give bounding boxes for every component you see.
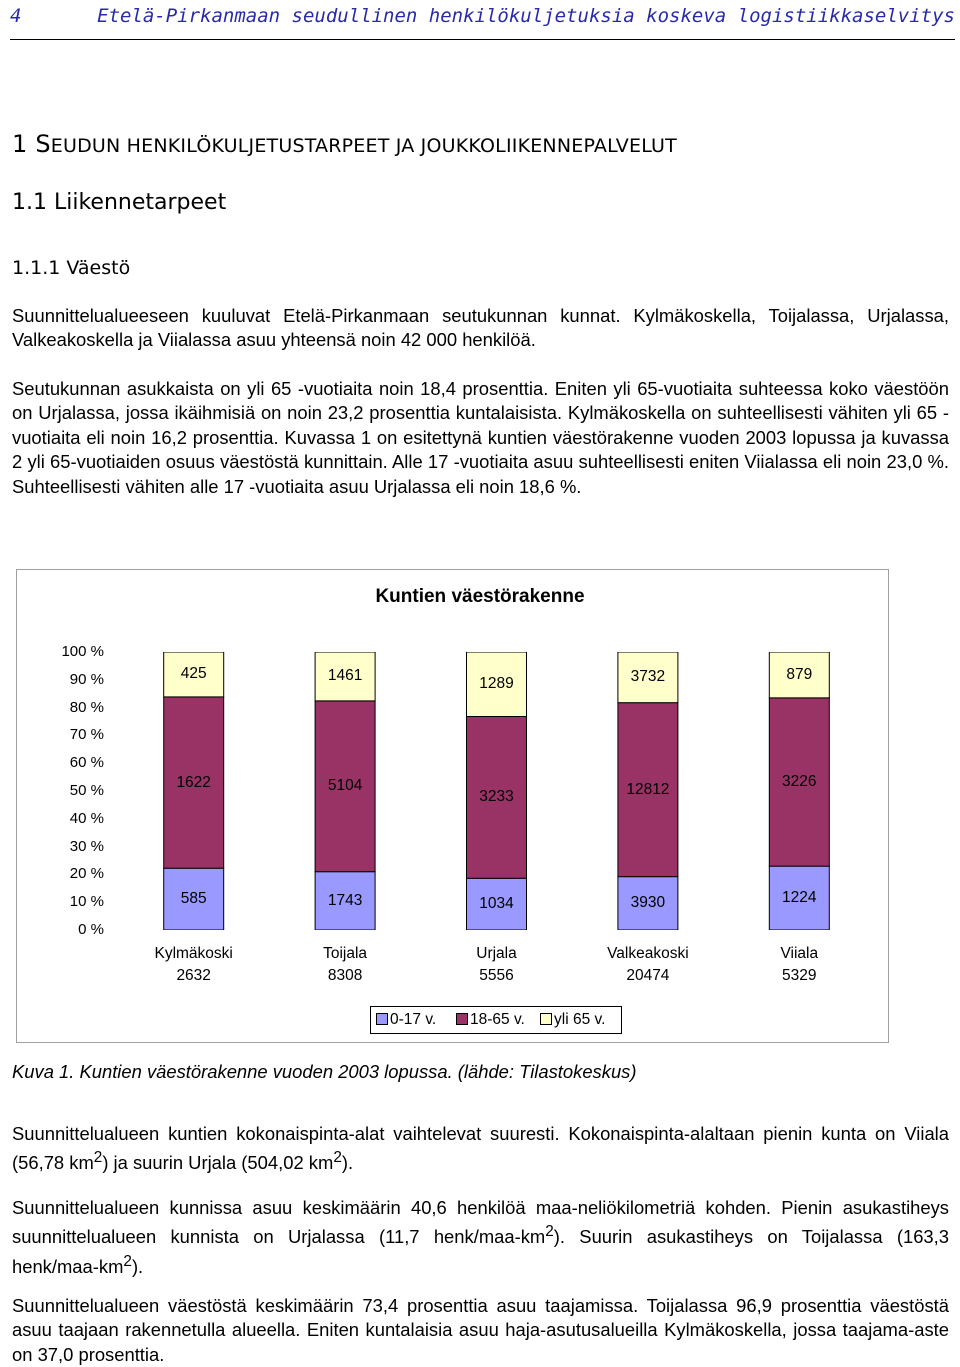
- chapter-number: 1: [12, 130, 28, 158]
- category-name: Valkeakoski: [607, 945, 689, 962]
- y-tick-label: 30 %: [69, 837, 104, 855]
- document-title: Etelä-Pirkanmaan seudullinen henkilökuljetuksia koskeva logistiikkaselvitys: [97, 5, 955, 27]
- p3-sup-2: 2: [333, 1149, 342, 1167]
- data-label: 3226: [782, 773, 817, 790]
- data-label: 1224: [782, 889, 817, 907]
- chart-title: Kuntien väestörakenne: [375, 586, 585, 607]
- running-header: [10, 5, 955, 35]
- p4-text-a: Suunnittelualueen kunnissa asuu keskimäärin 40,6 henkilöä maa-neliökilometriä kohden. Pienin asukastiheys suunnittelualueen kunnista on Urjalassa (11,7 henk/maa-km: [12, 1197, 949, 1248]
- legend-swatch-18-65: [456, 1013, 468, 1025]
- paragraph-2: Seutukunnan asukkaista on yli 65 -vuotiaita noin 18,4 prosenttia. Eniten yli 65-vuotiaita suhteessa koko väestöön on Urjalassa, jossa ikäihmisiä on noin 23,2 prosenttia kuntalaisista. Kylmäkoskella on suhteellisesti vähiten yli 65 -vuotiaita eli noin 16,2 prosenttia. Kuvassa 1 on esitettynä kuntien väestörakenne vuoden 2003 lopussa ja kuvassa 2 yli 65-vuotiaiden osuus väestöstä kunnittain. Alle 17 -vuotiaita asuu suhteellisesti eniten Viialassa eli noin 23,0 %. Suhteellisesti vähiten alle 17 -vuotiaita asuu Urjalassa eli noin 18,6 %.: [12, 378, 949, 497]
- data-label: 585: [180, 890, 207, 908]
- x-category-label: [573, 943, 723, 987]
- p4-sup-2: 2: [123, 1252, 132, 1270]
- y-tick-label: 40 %: [69, 809, 104, 827]
- data-label: 3732: [630, 668, 666, 686]
- category-total: 20474: [626, 967, 670, 984]
- p4-text-c: ).: [131, 1256, 144, 1278]
- legend-swatch-yli-65: [540, 1013, 552, 1025]
- data-label: 12812: [626, 780, 670, 798]
- y-tick-label: 0 %: [78, 921, 104, 938]
- paragraph-4: [12, 1196, 949, 1279]
- data-label: 1289: [479, 675, 514, 693]
- data-label: 1034: [479, 895, 514, 913]
- section-heading: 1.1 Liikennetarpeet: [12, 190, 227, 215]
- figure-caption: Kuva 1. Kuntien väestörakenne vuoden 2003 lopussa. (lähde: Tilastokeskus): [12, 1061, 637, 1082]
- p3-sup-1: 2: [93, 1149, 103, 1167]
- x-category-label: [119, 943, 269, 987]
- chart-legend: [370, 1006, 622, 1034]
- p4-sup-1: 2: [545, 1223, 554, 1241]
- subsection-heading: 1.1.1 Väestö: [12, 257, 131, 279]
- y-tick-label: 20 %: [69, 865, 104, 883]
- data-label: 879: [786, 665, 813, 683]
- y-tick-label: 80 %: [69, 698, 104, 716]
- legend-swatch-0-17: [376, 1013, 388, 1025]
- paragraph-5: Suunnittelualueen väestöstä keskimäärin 73,4 prosenttia asuu taajamissa. Toijalassa 96,9 prosenttia väestöstä asuu taajaan rakennetulla alueella. Eniten kuntalaisia asuu haja-asutusalueilla Kylmäkoskella, jossa taajama-aste on 37,0 prosenttia.: [12, 1295, 949, 1365]
- category-name: Viiala: [780, 945, 819, 962]
- p3-text-c: ).: [341, 1152, 354, 1174]
- p3-text-b: ) ja suurin Urjala (504,02 km: [102, 1152, 334, 1174]
- data-label: 5104: [327, 777, 363, 795]
- category-total: 2632: [176, 967, 211, 984]
- data-label: 1622: [176, 773, 211, 791]
- y-tick-label: 10 %: [69, 893, 104, 911]
- legend-label-18-65: 18-65 v.: [470, 1011, 525, 1028]
- legend-item-yli-65: [540, 1011, 605, 1029]
- legend-label-yli-65: yli 65 v.: [554, 1011, 606, 1028]
- paragraph-3: [12, 1122, 949, 1176]
- paragraph-1: Suunnittelualueeseen kuuluvat Etelä-Pirkanmaan seutukunnan kunnat. Kylmäkoskella, Toijalassa, Urjalassa, Valkeakoskella ja Viialassa asuu yhteensä noin 42 000 henkilöä.: [12, 305, 949, 351]
- x-category-label: [270, 943, 420, 987]
- x-category-label: [422, 943, 572, 987]
- y-tick-label: 100 %: [61, 643, 104, 660]
- y-tick-label: 70 %: [69, 726, 104, 744]
- category-total: 5556: [479, 967, 514, 984]
- chapter-heading: [12, 130, 677, 158]
- category-total: 5329: [782, 967, 817, 984]
- legend-item-18-65: [456, 1011, 525, 1029]
- chapter-title: EUDUN HENKILÖKULJETUSTARPEET JA JOUKKOLIIKENNEPALVELUT: [50, 135, 677, 157]
- page-number: 4: [10, 5, 22, 27]
- chapter-initial: S: [35, 130, 51, 158]
- p3-text-a: Suunnittelualueen kuntien kokonaispinta-alat vaihtelevat suuresti. Kokonaispinta-alaltaan pienin kunta on Viiala (56,78 km: [12, 1123, 949, 1174]
- legend-item-0-17: [376, 1011, 436, 1029]
- category-name: Urjala: [476, 945, 517, 962]
- data-label: 1743: [327, 891, 363, 909]
- y-tick-label: 90 %: [69, 670, 104, 688]
- y-tick-label: 50 %: [69, 782, 104, 799]
- header-divider: [10, 39, 955, 40]
- category-name: Toijala: [323, 945, 368, 962]
- legend-label-0-17: 0-17 v.: [390, 1011, 437, 1028]
- category-name: Kylmäkoski: [154, 945, 233, 962]
- data-label: 3233: [479, 788, 514, 806]
- data-label: 3930: [630, 894, 666, 912]
- y-tick-label: 60 %: [69, 754, 104, 772]
- data-label: 1461: [327, 667, 363, 685]
- data-label: 425: [180, 665, 207, 683]
- x-category-label: [724, 943, 874, 987]
- category-total: 8308: [327, 967, 363, 984]
- p4-text-b: ). Suurin asukastiheys on Toijalassa (163,3 henk/maa-km: [12, 1226, 949, 1278]
